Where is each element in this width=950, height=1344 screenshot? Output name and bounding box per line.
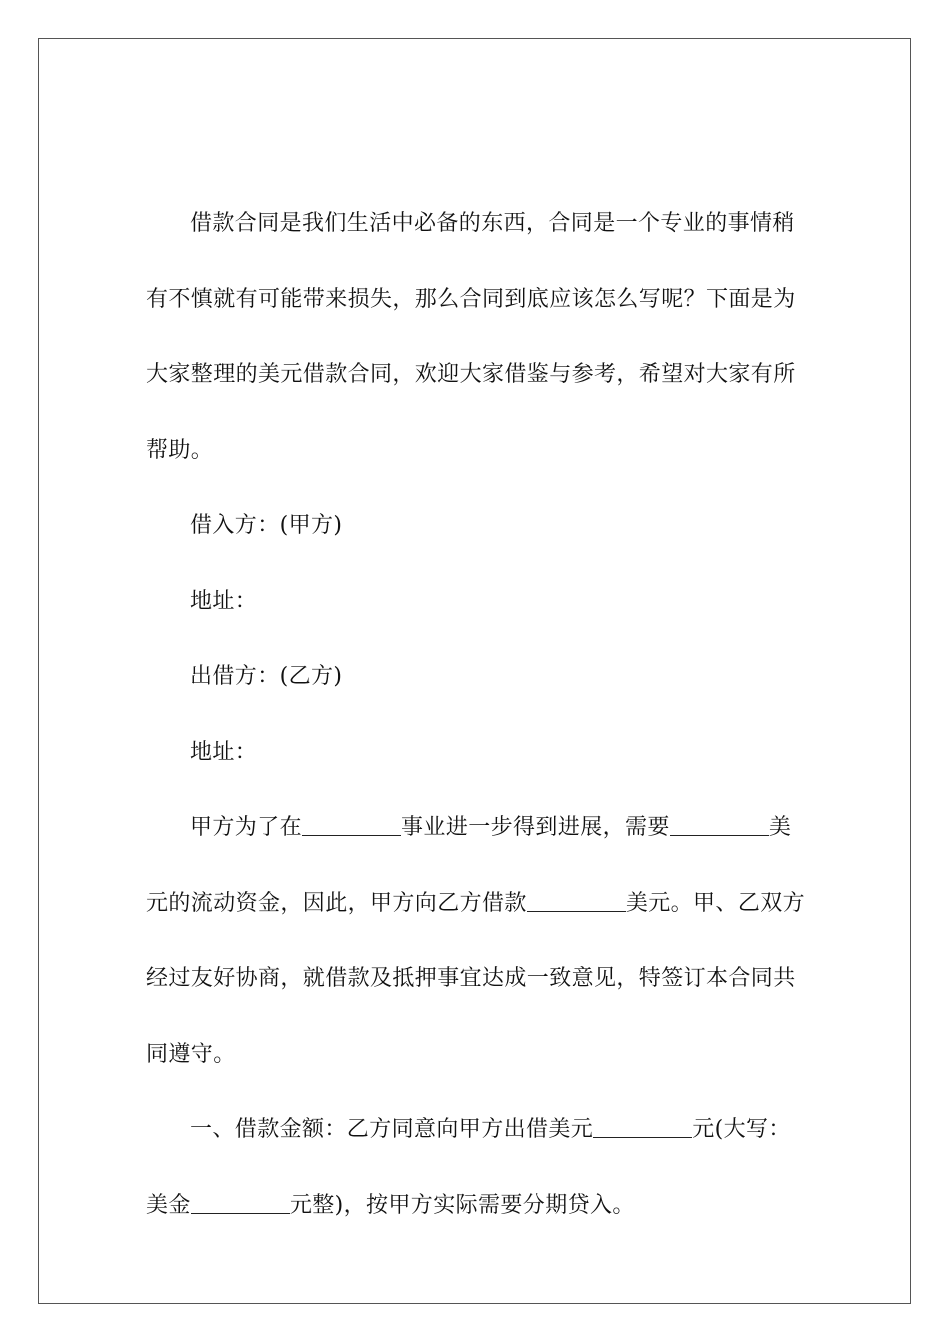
purpose-line-4: 同遵守。 [146, 1041, 236, 1067]
blank-capital-amount [670, 815, 769, 836]
intro-line-1: 借款合同是我们生活中必备的东西，合同是一个专业的事情稍 [190, 211, 795, 236]
clause-text: 一、借款金额：乙方同意向甲方出借美元 [190, 1117, 594, 1142]
clause-1-line-1 [146, 1100, 806, 1176]
contract-body [146, 194, 806, 1251]
purpose-line-1 [146, 798, 806, 874]
intro-line-4: 帮助。 [146, 437, 214, 463]
clause-1-line-2 [146, 1176, 806, 1252]
clause-text: 元整)，按甲方实际需要分期贷入。 [289, 1192, 635, 1218]
purpose-text: 美元。甲、乙双方 [625, 890, 806, 916]
purpose-text: 事业进一步得到进展，需要 [401, 815, 670, 840]
purpose-text: 甲方为了在 [190, 815, 303, 840]
intro-line-3: 大家整理的美元借款合同，欢迎大家借鉴与参考，希望对大家有所 [146, 362, 796, 387]
purpose-line-2 [146, 874, 806, 950]
clause-text: 元(大写： [692, 1117, 791, 1142]
blank-loan-amount [527, 891, 626, 912]
clause-text: 美金 [146, 1192, 191, 1218]
lender-address-label: 地址： [190, 739, 258, 765]
purpose-text: 美 [768, 815, 792, 840]
borrower-label: 借入方：(甲方) [190, 513, 343, 538]
purpose-text: 元的流动资金，因此，甲方向乙方借款 [146, 890, 527, 916]
blank-usd-amount [593, 1117, 692, 1138]
lender-label: 出借方：(乙方) [190, 664, 343, 689]
purpose-line-3: 经过友好协商，就借款及抵押事宜达成一致意见，特签订本合同共 [146, 966, 796, 991]
borrower-address-label: 地址： [190, 588, 258, 614]
intro-line-2: 有不慎就有可能带来损失，那么合同到底应该怎么写呢？下面是为 [146, 286, 796, 312]
blank-business [302, 815, 401, 836]
blank-amount-in-words [191, 1193, 290, 1214]
